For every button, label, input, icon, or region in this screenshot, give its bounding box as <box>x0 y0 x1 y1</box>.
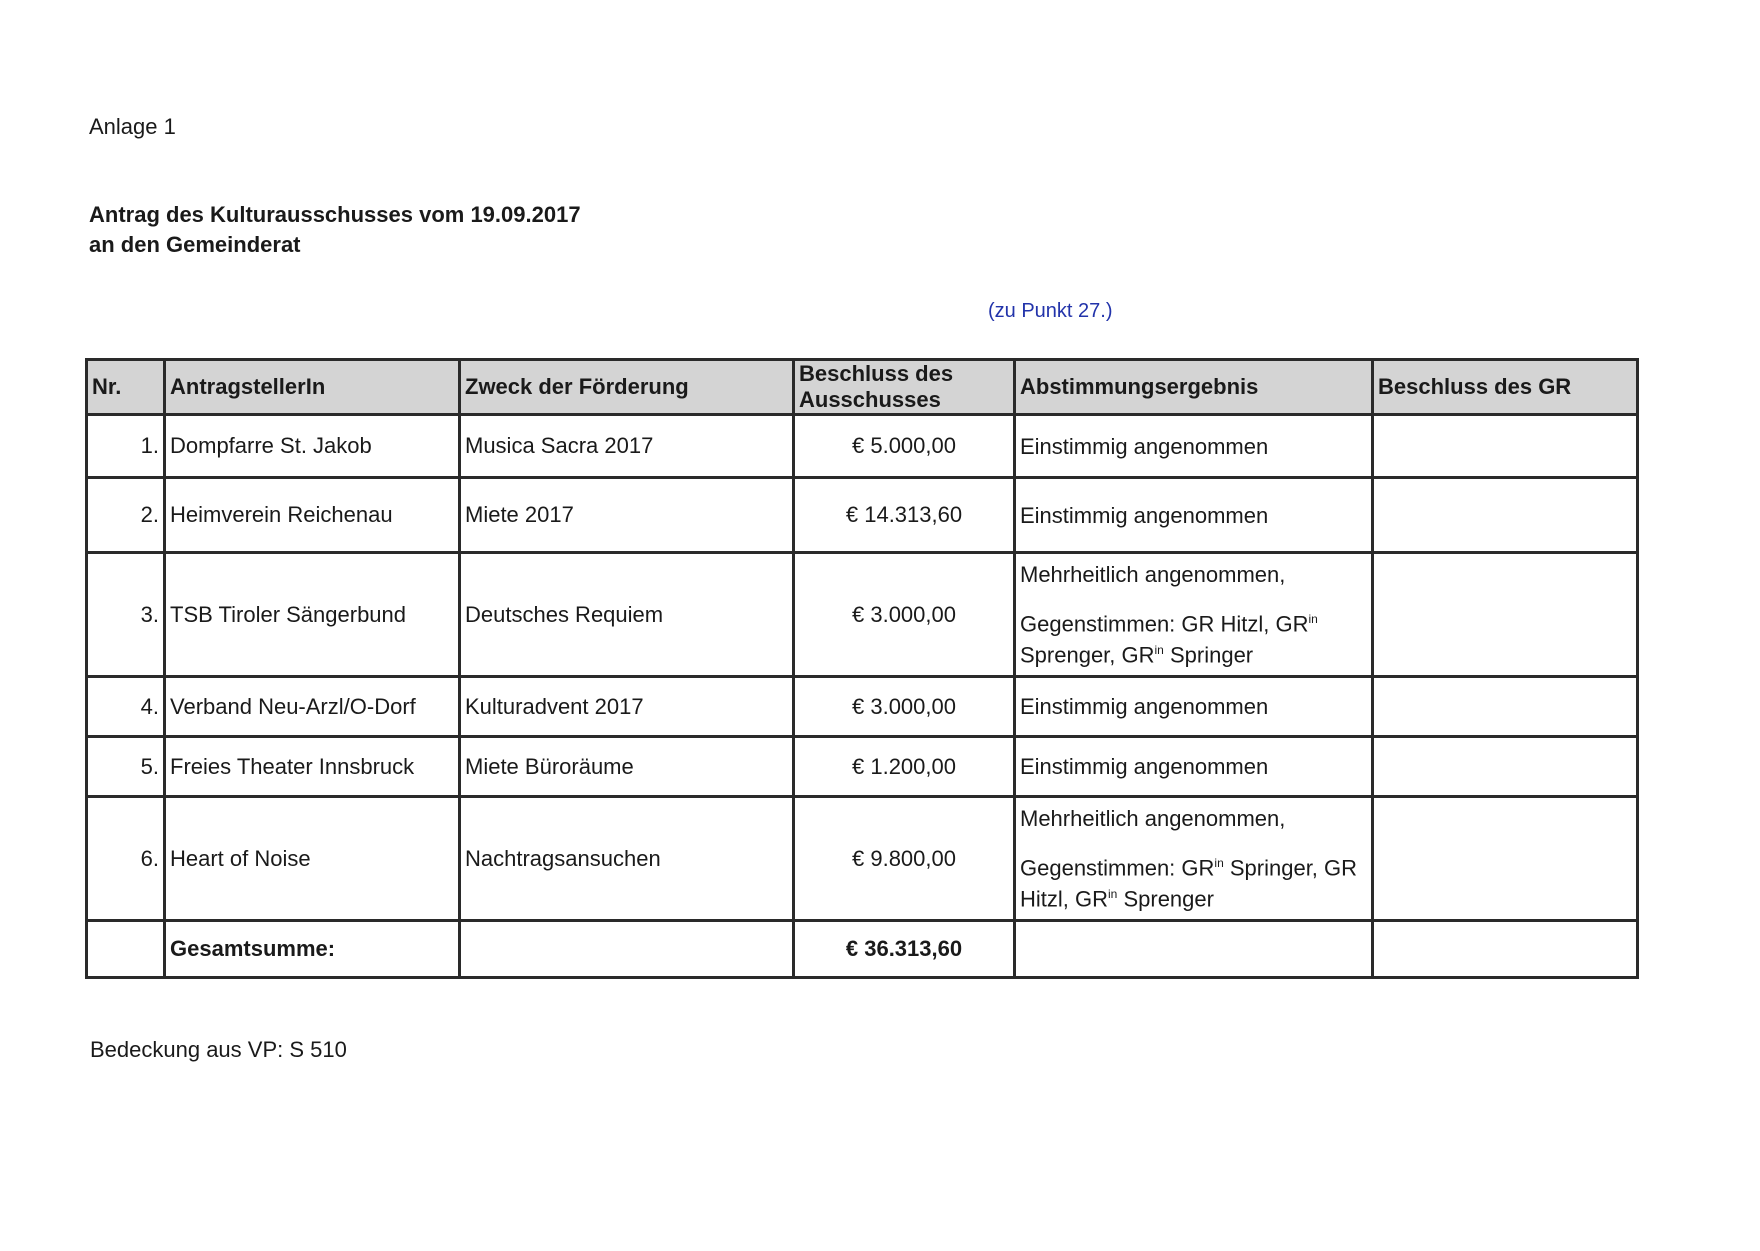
row-purpose: Deutsches Requiem <box>460 553 794 677</box>
row-purpose: Musica Sacra 2017 <box>460 415 794 478</box>
coverage-note: Bedeckung aus VP: S 510 <box>90 1037 347 1062</box>
funding-table <box>85 358 1639 979</box>
table-row <box>87 553 1638 677</box>
row-amount: € 9.800,00 <box>794 797 1015 921</box>
attachment-label: Anlage 1 <box>89 114 176 139</box>
row-amount: € 3.000,00 <box>794 553 1015 677</box>
row-nr: 3. <box>87 553 165 677</box>
row-council-decision <box>1373 415 1638 478</box>
total-label: Gesamtsumme: <box>165 921 460 978</box>
superscript: in <box>1154 643 1164 657</box>
total-council-empty <box>1373 921 1638 978</box>
row-applicant: Heart of Noise <box>165 797 460 921</box>
row-vote: Einstimmig angenommen <box>1015 478 1373 553</box>
row-applicant: Freies Theater Innsbruck <box>165 737 460 797</box>
document-title <box>89 200 581 260</box>
row-applicant: TSB Tiroler Sängerbund <box>165 553 460 677</box>
column-header-committee-decision: Beschluss des Ausschusses <box>794 360 1015 415</box>
vote-detail-part: Gegenstimmen: GR Hitzl, GR <box>1020 611 1309 636</box>
row-nr: 1. <box>87 415 165 478</box>
column-header-purpose: Zweck der Förderung <box>460 360 794 415</box>
superscript: in <box>1214 855 1224 870</box>
table-row <box>87 478 1638 553</box>
superscript: in <box>1108 887 1118 901</box>
row-purpose: Miete Büroräume <box>460 737 794 797</box>
row-amount: € 1.200,00 <box>794 737 1015 797</box>
column-header-council-decision: Beschluss des GR <box>1373 360 1638 415</box>
row-applicant: Dompfarre St. Jakob <box>165 415 460 478</box>
row-vote <box>1015 553 1373 677</box>
row-vote: Einstimmig angenommen <box>1015 737 1373 797</box>
row-nr: 6. <box>87 797 165 921</box>
row-amount: € 3.000,00 <box>794 677 1015 737</box>
vote-against-detail <box>1020 850 1367 913</box>
table-row <box>87 677 1638 737</box>
vote-detail-part: Sprenger <box>1117 886 1214 912</box>
row-amount: € 14.313,60 <box>794 478 1015 553</box>
row-council-decision <box>1373 553 1638 677</box>
row-council-decision <box>1373 737 1638 797</box>
row-vote <box>1015 797 1373 921</box>
row-applicant: Heimverein Reichenau <box>165 478 460 553</box>
table-row <box>87 797 1638 921</box>
row-council-decision <box>1373 478 1638 553</box>
table-row <box>87 415 1638 478</box>
agenda-reference: (zu Punkt 27.) <box>988 300 1113 322</box>
row-purpose: Miete 2017 <box>460 478 794 553</box>
column-header-applicant: AntragstellerIn <box>165 360 460 415</box>
superscript: in <box>1308 611 1318 626</box>
row-vote: Einstimmig angenommen <box>1015 677 1373 737</box>
vote-against-detail <box>1020 606 1367 669</box>
vote-detail-part: Gegenstimmen: GR <box>1020 855 1215 880</box>
vote-detail-part: Springer, GR Hitzl, GR <box>1020 855 1358 912</box>
total-purpose-empty <box>460 921 794 978</box>
column-header-nr: Nr. <box>87 360 165 415</box>
row-amount: € 5.000,00 <box>794 415 1015 478</box>
title-line-1: Antrag des Kulturausschusses vom 19.09.2017 <box>89 202 581 227</box>
vote-detail-part: Sprenger, GR <box>1020 642 1155 668</box>
vote-result-text: Mehrheitlich angenommen, <box>1020 561 1286 587</box>
title-line-2: an den Gemeinderat <box>89 232 301 257</box>
row-council-decision <box>1373 797 1638 921</box>
table-header-row <box>87 360 1638 415</box>
vote-detail-part: Springer <box>1163 642 1254 668</box>
vote-result-text: Mehrheitlich angenommen, <box>1020 805 1286 831</box>
column-header-vote-result: Abstimmungsergebnis <box>1015 360 1373 415</box>
row-nr: 2. <box>87 478 165 553</box>
row-purpose: Nachtragsansuchen <box>460 797 794 921</box>
row-nr: 4. <box>87 677 165 737</box>
row-council-decision <box>1373 677 1638 737</box>
total-vote-empty <box>1015 921 1373 978</box>
row-purpose: Kulturadvent 2017 <box>460 677 794 737</box>
row-nr: 5. <box>87 737 165 797</box>
table-row <box>87 737 1638 797</box>
total-amount: € 36.313,60 <box>794 921 1015 978</box>
row-vote: Einstimmig angenommen <box>1015 415 1373 478</box>
total-row <box>87 921 1638 978</box>
total-nr-empty <box>87 921 165 978</box>
row-applicant: Verband Neu-Arzl/O-Dorf <box>165 677 460 737</box>
